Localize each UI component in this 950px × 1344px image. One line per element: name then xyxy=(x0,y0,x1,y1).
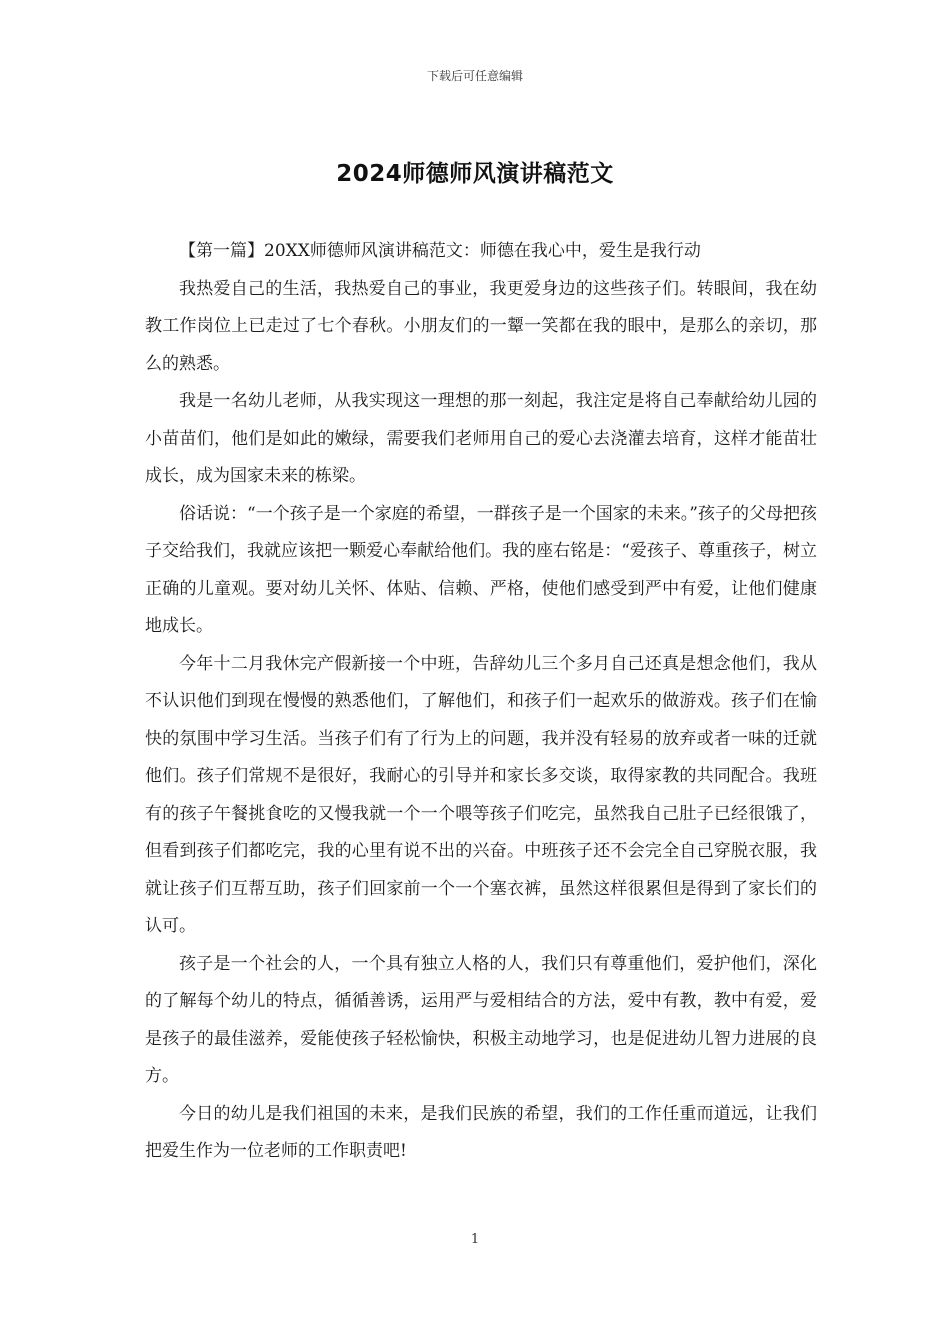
paragraph: 孩子是一个社会的人，一个具有独立人格的人，我们只有尊重他们，爱护他们，深化的了解每个幼儿的特点，循循善诱，运用严与爱相结合的方法，爱中有教，教中有爱，爱是孩子的最佳滋养，爱能使孩子轻松愉快，积极主动地学习，也是促进幼儿智力进展的良方。 xyxy=(145,953,817,1086)
paragraph: 俗话说：“一个孩子是一个家庭的希望，一群孩子是一个国家的未来。”孩子的父母把孩子交给我们，我就应该把一颗爱心奉献给他们。我的座右铭是：“爱孩子、尊重孩子，树立正确的儿童观。要对幼儿关怀、体贴、信赖、严格，使他们感受到严中有爱，让他们健康地成长。 xyxy=(145,503,817,636)
page-number: 1 xyxy=(470,1232,480,1247)
paragraph: 今年十二月我休完产假新接一个中班，告辞幼儿三个多月自己还真是想念他们，我从不认识他们到现在慢慢的熟悉他们，了解他们，和孩子们一起欢乐的做游戏。孩子们在愉快的氛围中学习生活。当孩子们有了行为上的问题，我并没有轻易的放弃或者一味的迁就他们。孩子们常规不是很好，我耐心的引导并和家长多交谈，取得家教的共同配合。我班有的孩子午餐挑食吃的又慢我就一个一个喂等孩子们吃完，虽然我自己肚子已经很饿了，但看到孩子们都吃完，我的心里有说不出的兴奋。中班孩子还不会完全自己穿脱衣服，我就让孩子们互帮互助，孩子们回家前一个一个塞衣裤，虽然这样很累但是得到了家长们的认可。 xyxy=(145,653,817,936)
paragraph: 我热爱自己的生活，我热爱自己的事业，我更爱身边的这些孩子们。转眼间，我在幼教工作岗位上已走过了七个春秋。小朋友们的一颦一笑都在我的眼中，是那么的亲切，那么的熟悉。 xyxy=(145,278,817,374)
header-note: 下载后可任意编辑 xyxy=(426,69,523,83)
paragraph-section-heading: 【第一篇】20XX师德师风演讲稿范文：师德在我心中，爱生是我行动 xyxy=(179,241,701,261)
paragraph: 今日的幼儿是我们祖国的未来，是我们民族的希望，我们的工作任重而道远，让我们把爱生作为一位老师的工作职责吧! xyxy=(145,1103,817,1161)
document-body xyxy=(145,233,817,1171)
document-title: 2024师德师风演讲稿范文 xyxy=(336,161,614,187)
paragraph: 我是一名幼儿老师，从我实现这一理想的那一刻起，我注定是将自己奉献给幼儿园的小苗苗们，他们是如此的嫩绿，需要我们老师用自己的爱心去浇灌去培育，这样才能苗壮成长，成为国家未来的栋梁。 xyxy=(145,391,817,486)
